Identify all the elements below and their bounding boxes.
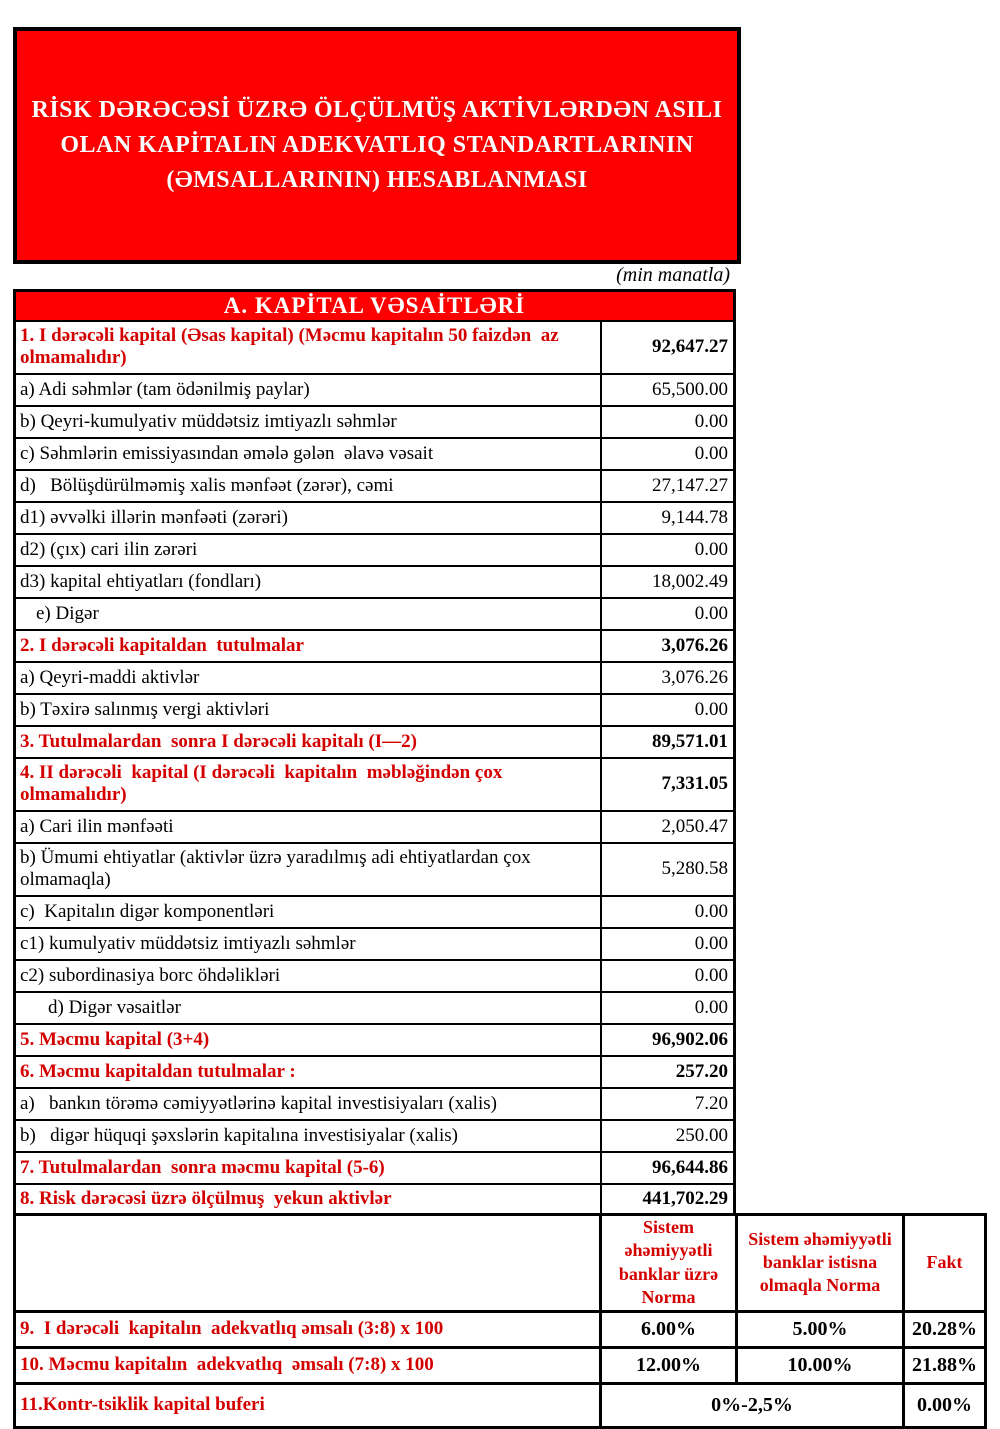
row-label: 11.Kontr-tsiklik kapital buferi — [15, 1383, 601, 1427]
table-row-a-current-year-profit — [15, 811, 735, 843]
row-label: a) bankın törəmə cəmiyyətlərinə kapital investisiyaları (xalis) — [15, 1088, 601, 1120]
row-label: 9. I dərəcəli kapitalın adekvatlıq əmsalı (3:8) x 100 — [15, 1311, 601, 1347]
row-label: 6. Məcmu kapitaldan tutulmalar : — [15, 1056, 601, 1088]
row-value: 5,280.58 — [601, 843, 735, 896]
row-label: 1. I dərəcəli kapital (Əsas kapital) (Məcmu kapitalın 50 faizdən az olmamalıdır) — [15, 321, 601, 374]
row-value: 0.00 — [601, 992, 735, 1024]
table-row-b-other-legal-investments — [15, 1120, 735, 1152]
row-value: 96,644.86 — [601, 1152, 735, 1184]
row-label: b) digər hüquqi şəxslərin kapitalına investisiyalar (xalis) — [15, 1120, 601, 1152]
table-row-d3-capital-reserves — [15, 566, 735, 598]
row-label: 8. Risk dərəcəsi üzrə ölçülmuş yekun aktivlər — [15, 1184, 601, 1216]
table-row-3-tier1-after-deductions — [15, 726, 735, 758]
table-row-d-other-funds — [15, 992, 735, 1024]
row-value: 0.00 — [601, 896, 735, 928]
unit-note: (min manatla) — [616, 264, 730, 286]
row-value: 27,147.27 — [601, 470, 735, 502]
row-value: 96,902.06 — [601, 1024, 735, 1056]
row-label: 5. Məcmu kapital (3+4) — [15, 1024, 601, 1056]
page-title-line-1: RİSK DƏRƏCƏSİ ÜZRƏ ÖLÇÜLMÜŞ AKTİVLƏRDƏN ASILI — [31, 97, 723, 123]
row-label: 7. Tutulmalardan sonra məcmu kapital (5-6) — [15, 1152, 601, 1184]
row-value: 0.00 — [601, 534, 735, 566]
norm-range-value: 0%-2,5% — [601, 1383, 904, 1427]
row-value: 441,702.29 — [601, 1184, 735, 1216]
table-row-d-undistributed-profit — [15, 470, 735, 502]
table-row-b-general-reserves — [15, 843, 735, 896]
table-row-2-tier1-deductions — [15, 630, 735, 662]
row-value: 250.00 — [601, 1120, 735, 1152]
ratio-header-empty-cell — [15, 1215, 601, 1312]
table-row-c-other-capital-components — [15, 896, 735, 928]
row-value: 65,500.00 — [601, 374, 735, 406]
table-row-1-tier1-capital — [15, 321, 735, 374]
capital-table-title: A. KAPİTAL VƏSAİTLƏRİ — [15, 291, 735, 321]
table-row-5-total-capital — [15, 1024, 735, 1056]
row-label: 10. Məcmu kapitalın adekvatlıq əmsalı (7:8) x 100 — [15, 1347, 601, 1383]
row-label: d2) (çıx) cari ilin zərəri — [15, 534, 601, 566]
row-label: 3. Tutulmalardan sonra I dərəcəli kapitalı (I—2) — [15, 726, 601, 758]
capital-table-header-row — [15, 291, 735, 321]
row-value: 7.20 — [601, 1088, 735, 1120]
table-row-e-other — [15, 598, 735, 630]
table-row-6-total-capital-deductions — [15, 1056, 735, 1088]
fakt-value: 20.28% — [904, 1311, 986, 1347]
row-value: 9,144.78 — [601, 502, 735, 534]
title-banner — [13, 27, 741, 264]
norm-systemic-value: 12.00% — [601, 1347, 737, 1383]
row-label: c2) subordinasiya borc öhdəlikləri — [15, 960, 601, 992]
table-row-10-total-adequacy-ratio — [15, 1347, 986, 1383]
row-value: 92,647.27 — [601, 321, 735, 374]
row-label: b) Təxirə salınmış vergi aktivləri — [15, 694, 601, 726]
norm-excl-systemic-value: 10.00% — [737, 1347, 904, 1383]
row-label: a) Adi səhmlər (tam ödənilmiş paylar) — [15, 374, 601, 406]
row-value: 3,076.26 — [601, 630, 735, 662]
row-label: 4. II dərəcəli kapital (I dərəcəli kapitalın məbləğindən çox olmamalıdır) — [15, 758, 601, 811]
table-row-a-subsidiary-investments — [15, 1088, 735, 1120]
row-label: d) Bölüşdürülməmiş xalis mənfəət (zərər), cəmi — [15, 470, 601, 502]
col-header-norm-systemic: Sistem əhəmiyyətli banklar üzrə Norma — [601, 1215, 737, 1312]
row-label: a) Cari ilin mənfəəti — [15, 811, 601, 843]
table-row-9-tier1-adequacy-ratio — [15, 1311, 986, 1347]
row-value: 257.20 — [601, 1056, 735, 1088]
row-value: 0.00 — [601, 438, 735, 470]
row-value: 0.00 — [601, 598, 735, 630]
row-value: 0.00 — [601, 406, 735, 438]
table-row-7-total-after-deductions — [15, 1152, 735, 1184]
table-row-c2-subordinated-debt — [15, 960, 735, 992]
row-value: 0.00 — [601, 694, 735, 726]
table-row-d1-prior-years-profit — [15, 502, 735, 534]
row-value: 3,076.26 — [601, 662, 735, 694]
col-header-fakt: Fakt — [904, 1215, 986, 1312]
row-label: d1) əvvəlki illərin mənfəəti (zərəri) — [15, 502, 601, 534]
row-label: 2. I dərəcəli kapitaldan tutulmalar — [15, 630, 601, 662]
row-label: c1) kumulyativ müddətsiz imtiyazlı səhmlər — [15, 928, 601, 960]
adequacy-ratio-table — [13, 1213, 987, 1429]
table-row-b-deferred-tax-assets — [15, 694, 735, 726]
row-value: 0.00 — [601, 960, 735, 992]
page-title-line-2: OLAN KAPİTALIN ADEKVATLIQ STANDARTLARININ — [60, 132, 694, 158]
fakt-value: 21.88% — [904, 1347, 986, 1383]
row-label: c) Səhmlərin emissiyasından əmələ gələn əlavə vəsait — [15, 438, 601, 470]
table-row-4-tier2-capital — [15, 758, 735, 811]
row-label: b) Qeyri-kumulyativ müddətsiz imtiyazlı səhmlər — [15, 406, 601, 438]
fakt-value: 0.00% — [904, 1383, 986, 1427]
row-label: c) Kapitalın digər komponentləri — [15, 896, 601, 928]
ratio-table-header-row — [15, 1215, 986, 1312]
table-row-11-countercyclical-buffer — [15, 1383, 986, 1427]
row-value: 18,002.49 — [601, 566, 735, 598]
row-value: 7,331.05 — [601, 758, 735, 811]
norm-systemic-value: 6.00% — [601, 1311, 737, 1347]
norm-excl-systemic-value: 5.00% — [737, 1311, 904, 1347]
table-row-c1-cumulative-shares — [15, 928, 735, 960]
table-row-a-intangible-assets — [15, 662, 735, 694]
table-row-8-risk-weighted-assets — [15, 1184, 735, 1216]
row-label: d) Digər vəsaitlər — [15, 992, 601, 1024]
row-value: 89,571.01 — [601, 726, 735, 758]
table-row-d2-current-year-loss — [15, 534, 735, 566]
col-header-norm-excl-systemic: Sistem əhəmiyyətli banklar istisna olmaqla Norma — [737, 1215, 904, 1312]
row-label: b) Ümumi ehtiyatlar (aktivlər üzrə yaradılmış adi ehtiyatlardan çox olmamaqla) — [15, 843, 601, 896]
row-value: 2,050.47 — [601, 811, 735, 843]
table-row-a-ordinary-shares — [15, 374, 735, 406]
capital-table — [13, 289, 736, 1217]
page-title-line-3: (ƏMSALLARININ) HESABLANMASI — [166, 167, 588, 193]
row-value: 0.00 — [601, 928, 735, 960]
row-label: e) Digər — [15, 598, 601, 630]
table-row-c-share-emission — [15, 438, 735, 470]
table-row-b-noncumulative-shares — [15, 406, 735, 438]
row-label: a) Qeyri-maddi aktivlər — [15, 662, 601, 694]
row-label: d3) kapital ehtiyatları (fondları) — [15, 566, 601, 598]
